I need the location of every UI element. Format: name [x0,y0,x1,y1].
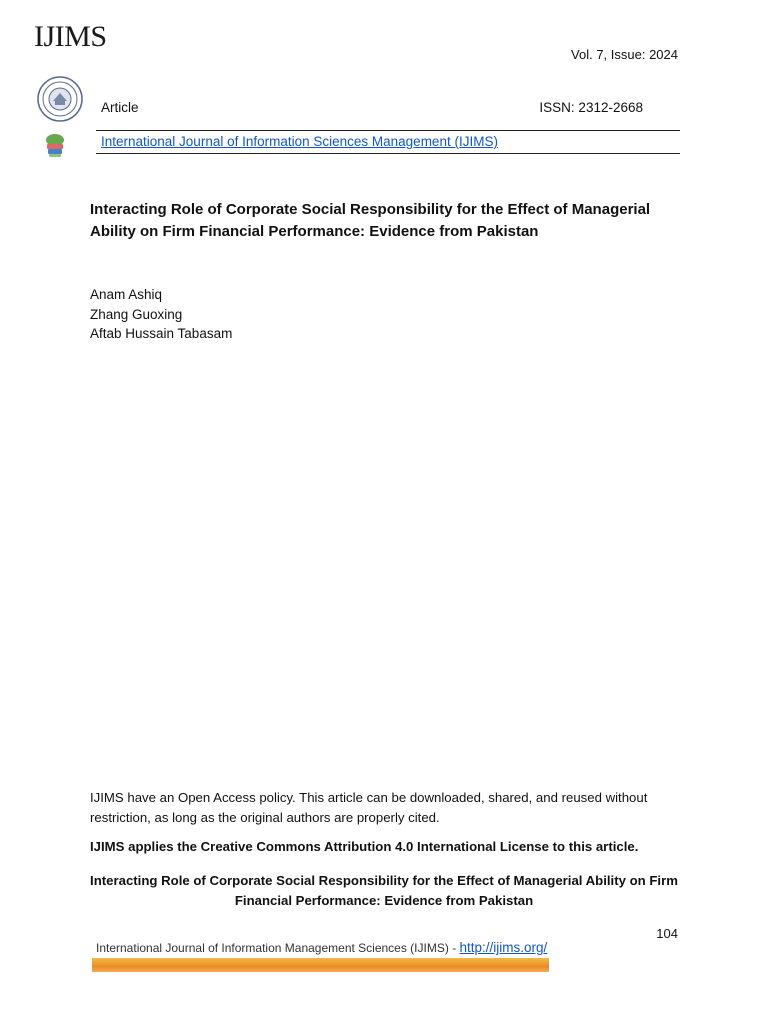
author-name: Aftab Hussain Tabasam [90,326,233,341]
author-list [90,285,232,344]
issn: ISSN: 2312-2668 [539,100,643,115]
license-notice: IJIMS applies the Creative Commons Attribution 4.0 International License to this article. [90,839,639,854]
author-name: Anam Ashiq [90,287,163,302]
page-number: 104 [656,926,678,941]
volume-issue: Vol. 7, Issue: 2024 [571,47,678,62]
repeat-title: Interacting Role of Corporate Social Responsibility for the Effect of Managerial Ability on Firm Financial Performance: Evidence from Pakistan [90,873,678,908]
footer-journal-name: International Journal of Information Management Sciences (IJIMS) [96,941,449,955]
plwu-logo-icon [38,130,72,164]
header-rule-bottom [96,153,680,154]
footer-bar [92,958,549,972]
header-rule-top [96,130,680,131]
open-access-notice: IJIMS have an Open Access policy. This article can be downloaded, shared, and reused without restriction, as long as the original authors are properly cited. [90,790,648,825]
footer [96,940,547,955]
article-type: Article [101,100,139,115]
journal-logo [34,20,107,64]
author-name: Zhang Guoxing [90,306,183,322]
footer-separator: - [452,941,457,955]
logo-text: IJIMS [34,20,107,53]
footer-url-link[interactable]: http://ijims.org/ [459,940,548,955]
journal-link[interactable]: International Journal of Information Sciences Management (IJIMS) [101,134,498,149]
university-seal-icon [36,75,84,123]
paper-title: Interacting Role of Corporate Social Responsibility for the Effect of Managerial Ability on Firm Financial Performance: Evidence from Pakistan [90,201,651,240]
